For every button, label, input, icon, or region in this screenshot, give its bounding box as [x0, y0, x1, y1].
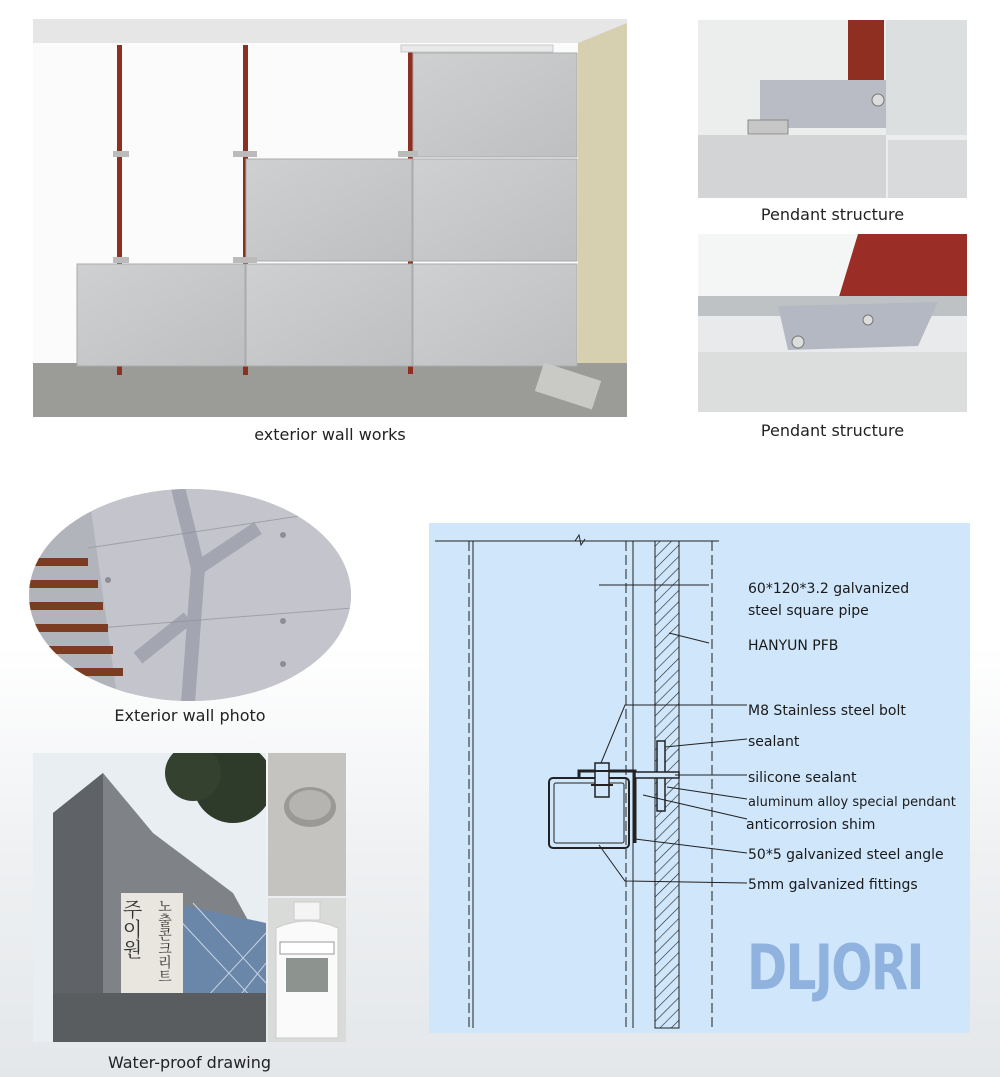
caption-waterproof-drawing: Water-proof drawing: [107, 1053, 272, 1072]
installation-section-diagram: [429, 523, 970, 1033]
sign-text-left: 주이원: [119, 899, 143, 959]
building-photo: [33, 753, 266, 1042]
label-sealant: sealant: [748, 734, 800, 750]
pendant-structure-photo-2: [698, 234, 967, 412]
sign-text-right: 노출콘크리트: [156, 899, 172, 983]
label-angle: 50*5 galvanized steel angle: [748, 847, 944, 863]
label-shim: anticorrosion shim: [746, 817, 876, 833]
panel-hole-detail-photo: [268, 753, 346, 896]
label-fittings: 5mm galvanized fittings: [748, 877, 918, 893]
brand-watermark: DLJORI: [747, 931, 923, 1004]
label-silicone-sealant: silicone sealant: [748, 770, 857, 786]
label-pfb: HANYUN PFB: [748, 638, 839, 654]
exterior-wall-oval-photo: [28, 488, 352, 703]
caption-exterior-wall-photo: Exterior wall photo: [114, 706, 266, 725]
caption-pendant-structure-2: Pendant structure: [760, 421, 905, 440]
caption-pendant-structure-1: Pendant structure: [760, 205, 905, 224]
label-square-pipe-line1: 60*120*3.2 galvanized: [748, 581, 910, 597]
label-pendant: aluminum alloy special pendant: [748, 795, 956, 810]
label-bolt: M8 Stainless steel bolt: [748, 703, 906, 719]
exterior-wall-works-photo: [33, 19, 627, 417]
waterproof-bottle-photo: [268, 898, 346, 1042]
pendant-structure-photo-1: [698, 20, 967, 198]
label-square-pipe-line2: steel square pipe: [748, 603, 869, 619]
caption-exterior-wall-works: exterior wall works: [254, 425, 406, 444]
